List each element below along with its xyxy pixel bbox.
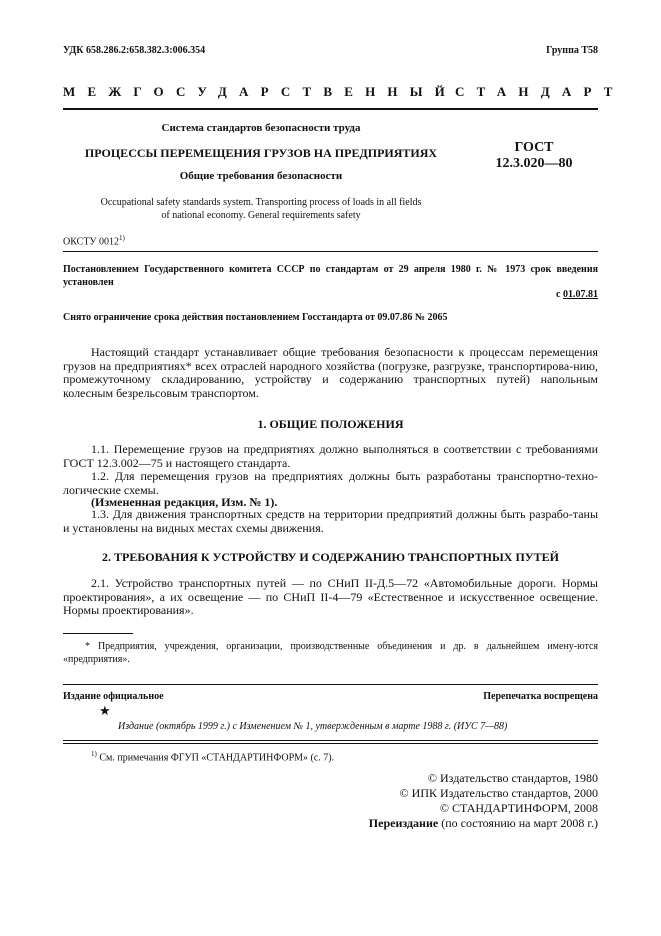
section1-amendment: (Измененная редакция, Изм. № 1). bbox=[91, 495, 278, 509]
section1-p2: 1.2. Для перемещения грузов на предприятиях должны быть разработаны транспортно-техно-логические схемы. bbox=[63, 469, 598, 497]
edition-bottom-rule-2 bbox=[63, 743, 598, 744]
gost-number: 12.3.020—80 bbox=[495, 156, 573, 171]
banner-standard: СТАНДАРТ bbox=[455, 84, 625, 99]
banner-interstate: МЕЖГОСУДАРСТВЕННЫЙ bbox=[63, 84, 457, 99]
official-edition: Издание официальное bbox=[63, 691, 164, 702]
decree-removed: Снято ограничение срока действия постановлением Госстандарта от 09.07.86 № 2065 bbox=[63, 312, 448, 323]
group-code: Группа Т58 bbox=[546, 45, 598, 56]
udk-code: УДК 658.286.2:658.382.3:006.354 bbox=[63, 45, 206, 56]
standard-title: ПРОЦЕССЫ ПЕРЕМЕЩЕНИЯ ГРУЗОВ НА ПРЕДПРИЯТИЯХ bbox=[84, 146, 438, 160]
system-title: Система стандартов безопасности труда bbox=[161, 122, 361, 134]
banner-rule bbox=[63, 108, 598, 110]
copyright-1980: © Издательство стандартов, 1980 bbox=[427, 771, 598, 785]
section1-p3: 1.3. Для движения транспортных средств на территории предприятий должны быть разрабо-таны и установлены на видных местах схемы движения. bbox=[63, 507, 598, 535]
footnote-text: * Предприятия, учреждения, организации, производственные объединения и др. в дальнейшем имену-ются «предприятия». bbox=[63, 641, 598, 665]
copyright-2008: © СТАНДАРТИНФОРМ, 2008 bbox=[439, 801, 598, 815]
intro-paragraph: Настоящий стандарт устанавливает общие требования безопасности к процессам перемещения грузов на предприятиях* всех отраслей народного хозяйства (погрузке, разгрузке, транспортирова-нию, промежуточному складированию, устройству и содержанию транспортных путей) напольным колесным безрельсовым транспортом. bbox=[63, 345, 598, 400]
reprint-prohibited: Перепечатка воспрещена bbox=[483, 691, 598, 702]
star-mark: ★ bbox=[99, 703, 111, 718]
standard-subtitle: Общие требования безопасности bbox=[179, 170, 343, 182]
decree-text: Постановлением Государственного комитета СССР по стандартам от 29 апреля 1980 г. № 1973 срок введения установлен bbox=[63, 264, 598, 288]
footnote-rule bbox=[63, 633, 133, 634]
section1-heading: 1. ОБЩИЕ ПОЛОЖЕНИЯ bbox=[257, 417, 404, 431]
footnote2: $^{1)}$ См. примечания ФГУП «СТАНДАРТИНФОРМ» (с. 7). bbox=[91, 750, 335, 764]
gost-label: ГОСТ bbox=[514, 140, 554, 155]
english-title-line2: of national economy. General requirements safety bbox=[161, 210, 361, 221]
edition-top-rule bbox=[63, 684, 598, 685]
section2-p1: 2.1. Устройство транспортных путей — по СНиП II-Д.5—72 «Автомобильные дороги. Нормы проектирования», а их освещение — по СНиП II-4—79 «Естественное и искусственное освещение. Нормы проектирования». bbox=[63, 576, 598, 617]
reissue-note: Переиздание (по состоянию на март 2008 г.) bbox=[368, 816, 598, 830]
decree-date: с 01.07.81 bbox=[556, 289, 598, 300]
section2-heading: 2. ТРЕБОВАНИЯ К УСТРОЙСТВУ И СОДЕРЖАНИЮ ТРАНСПОРТНЫХ ПУТЕЙ bbox=[102, 550, 559, 564]
section1-p1: 1.1. Перемещение грузов на предприятиях должно выполняться в соответствии с требованиями ГОСТ 12.3.002—75 и настоящего стандарта. bbox=[63, 442, 598, 470]
title-rule bbox=[63, 251, 598, 252]
english-title-line1: Occupational safety standards system. Transporting process of loads in all fields bbox=[100, 197, 422, 208]
okstu-code: ОКСТУ 0012$^{1)}$ bbox=[63, 234, 125, 248]
edition-bottom-rule-1 bbox=[63, 740, 598, 741]
okstu-footnote-mark: 1) bbox=[119, 234, 125, 242]
copyright-2000: © ИПК Издательство стандартов, 2000 bbox=[399, 786, 598, 800]
edition-note: Издание (октябрь 1999 г.) с Изменением № 1, утвержденным в марте 1988 г. (ИУС 7—88) bbox=[118, 721, 508, 732]
